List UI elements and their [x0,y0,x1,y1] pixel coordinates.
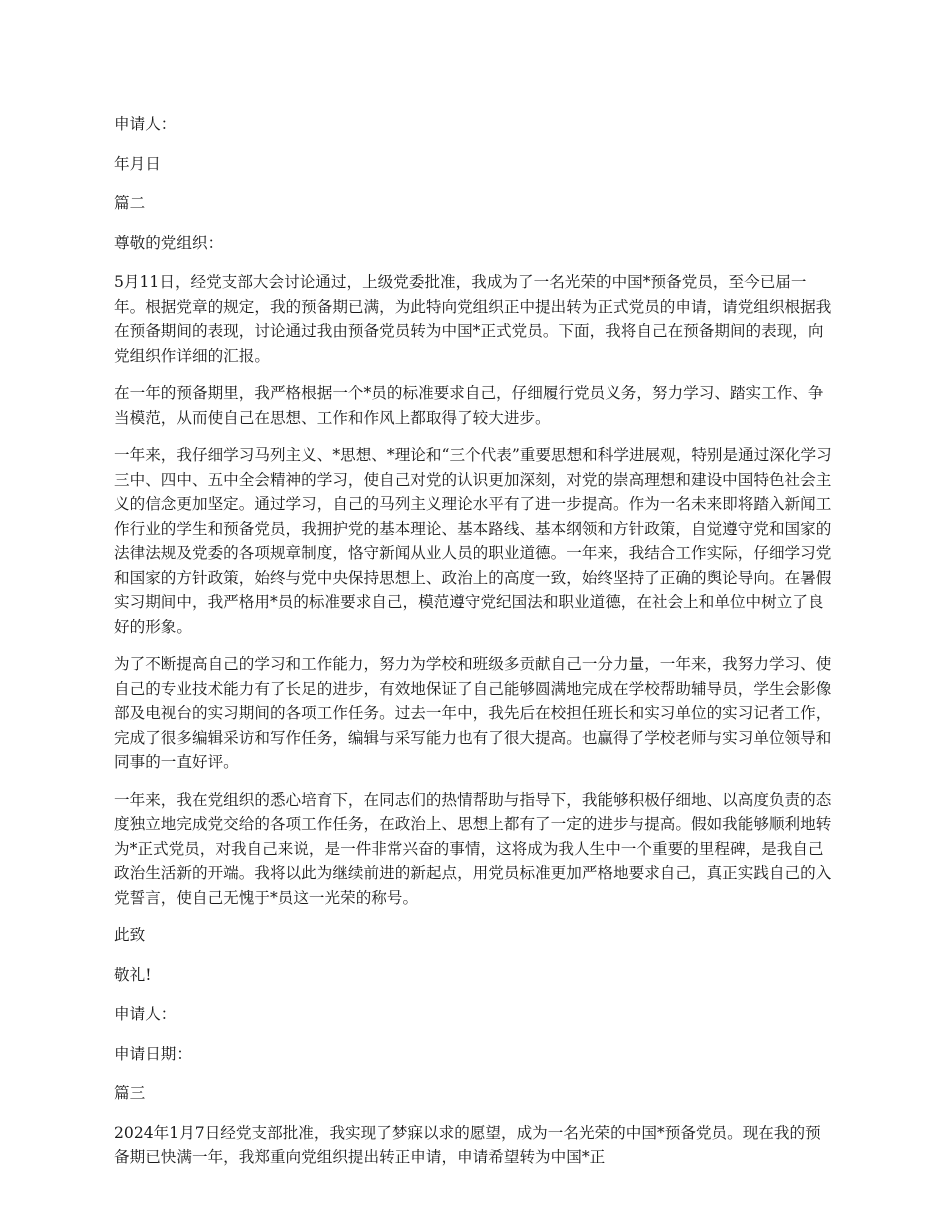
body-paragraph-study: 一年来，我仔细学习马列主义、*思想、*理论和“三个代表”重要思想和科学进展观，特别是通过深化学习三中、四中、五中全会精神的学习，使自己对党的认识更加深刻，对党的崇高理想和建设中国特色社会主义的信念更加坚定。通过学习，自己的马列主义理论水平有了进一步提高。作为一名未来即将踏入新闻工作行业的学生和预备党员，我拥护党的基本理论、基本路线、基本纲领和方针政策，自觉遵守党和国家的法律法规及党委的各项规章制度，恪守新闻从业人员的职业道德。一年来，我结合工作实际，仔细学习党和国家的方针政策，始终与党中央保持思想上、政治上的高度一致，始终坚持了正确的舆论导向。在暑假实习期间中，我严格用*员的标准要求自己，模范遵守党纪国法和职业道德，在社会上和单位中树立了良好的形象。 [114,446,832,636]
body-paragraph-section3: 2024年1月7日经党支部批准，我实现了梦寐以求的愿望，成为一名光荣的中国*预备党员。现在我的预备期已快满一年，我郑重向党组织提出转正申请，申请希望转为中国*正 [114,1123,821,1166]
body-paragraph-intro: 5月11日，经党支部大会讨论通过，上级党委批准，我成为了一名光荣的中国*预备党员，至今已届一年。根据党章的规定，我的预备期已满，为此特向党组织正中提出转为正式党员的申请，请党组织根据我在预备期间的表现，讨论通过我由预备党员转为中国*正式党员。下面，我将自己在预备期间的表现，向党组织作详细的汇报。 [114,273,832,365]
signature-applicant: 申请人： [114,1005,177,1023]
body-paragraph-summary: 一年来，我在党组织的悉心培育下，在同志们的热情帮助与指导下，我能够积极仔细地、以高度负责的态度独立地完成党交给的各项工作任务，在政治上、思想上都有了一定的进步与提高。假如我能够顺利地转为*正式党员，对我自己来说，是一件非常兴奋的事情，这将成为我人生中一个重要的里程碑，是我自己政治生活新的开端。我将以此为继续前进的新起点，用党员标准更加严格地要求自己，真正实践自己的入党誓言，使自己无愧于*员这一光荣的称号。 [114,790,832,907]
applicant-label: 申请人： [114,115,177,133]
signature-date: 申请日期： [114,1044,192,1063]
section-heading-2: 篇二 [114,194,146,212]
section-heading-3: 篇三 [114,1084,146,1102]
document-page [114,112,836,1183]
closing-cizhi: 此致 [114,926,146,944]
body-paragraph-probation: 在一年的预备期里，我严格根据一个*员的标准要求自己，仔细履行党员义务，努力学习、踏实工作、争当模范，从而使自己在思想、工作和作风上都取得了较大进步。 [114,384,824,427]
salutation: 尊敬的党组织： [114,233,224,252]
date-line: 年月日 [114,154,161,173]
body-paragraph-work: 为了不断提高自己的学习和工作能力，努力为学校和班级多贡献自己一分力量，一年来，我努力学习、使自己的专业技术能力有了长足的进步，有效地保证了自己能够圆满地完成在学校帮助辅导员，学生会影像部及电视台的实习期间的各项工作任务。过去一年中，我先后在校担任班长和实习单位的实习记者工作，完成了很多编辑采访和写作任务，编辑与采写能力也有了很大提高。也赢得了学校老师与实习单位领导和同事的一直好评。 [114,655,832,771]
closing-jingli: 敬礼! [114,965,152,984]
